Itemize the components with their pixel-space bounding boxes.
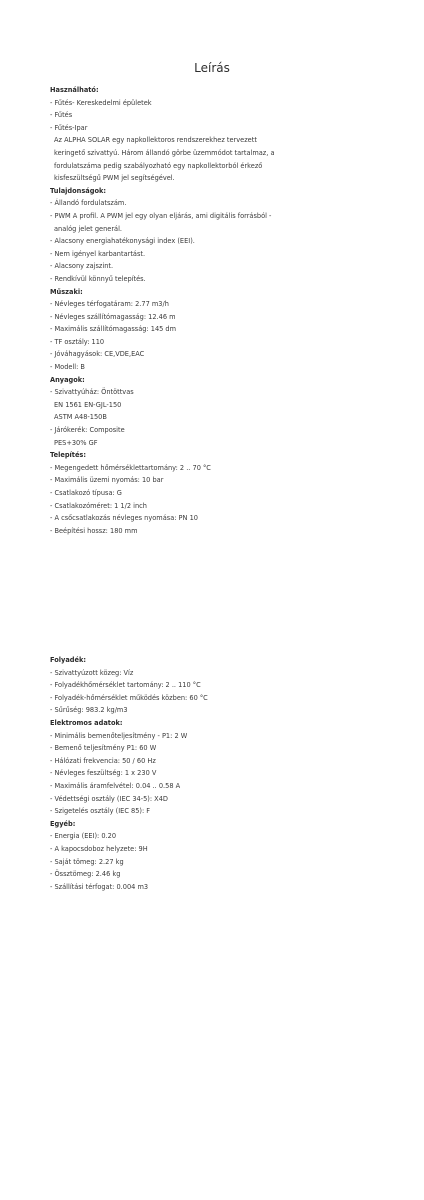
- spec-list-item: - Maximális szállítómagasság: 145 dm: [50, 325, 177, 334]
- spec-list-item: - Névleges térfogatáram: 2.77 m3/h: [50, 300, 169, 309]
- spec-list-item: - Sűrűség: 983.2 kg/m3: [50, 706, 128, 715]
- spec-list-item: - Névleges feszültség: 1 x 230 V: [50, 769, 157, 778]
- spec-list-item: - Állandó fordulatszám.: [50, 199, 127, 208]
- description-text: analóg jelet generál.: [54, 224, 123, 233]
- spec-list-item: - Alacsony zajszint.: [50, 262, 114, 271]
- spec-list-item: - Rendkívül könnyű telepítés.: [50, 274, 146, 283]
- section-heading: Telepítés:: [50, 451, 86, 460]
- spec-list-item: - Maximális üzemi nyomás: 10 bar: [50, 476, 164, 485]
- section-heading: Elektromos adatok:: [50, 718, 123, 727]
- section-heading: Tulajdonságok:: [50, 186, 107, 195]
- spec-list-item: - Folyadékhőmérséklet tartomány: 2 .. 110 °C: [50, 681, 201, 690]
- spec-list-item: - Saját tömeg: 2.27 kg: [50, 857, 124, 866]
- spec-list-item: - PWM A profil. A PWM jel egy olyan eljárás, ami digitális forrásból -: [50, 211, 272, 220]
- description-text: fordulatszáma pedig szabályozható egy napkollektorból érkező: [54, 161, 263, 170]
- description-block-general: [50, 84, 390, 537]
- spec-list-item: - Jóváhagyások: CE,VDE,EAC: [50, 350, 145, 359]
- spec-list-item: - Össztömeg: 2.46 kg: [50, 870, 121, 879]
- spec-list-item: - Szivattyúzott közeg: Víz: [50, 668, 134, 677]
- spec-list-item: - Maximális áramfelvétel: 0.04 .. 0.58 A: [50, 781, 181, 790]
- spec-list-item: - Szivattyúház: Öntöttvas: [50, 388, 134, 397]
- spec-list-item: - Fűtés-Ipar: [50, 123, 88, 132]
- spec-list-item: - Folyadék-hőmérséklet működés közben: 60 °C: [50, 693, 208, 702]
- spec-list-item: - Bemenő teljesítmény P1: 60 W: [50, 744, 157, 753]
- spec-list-item: - TF osztály: 110: [50, 337, 105, 346]
- spec-list-item: - Csatlakozó típusa: G: [50, 489, 122, 497]
- description-text: ASTM A48-150B: [54, 413, 107, 422]
- spec-list-item: - Szállítási térfogat: 0.004 m3: [50, 882, 149, 891]
- page-title: Leírás: [194, 61, 230, 75]
- section-heading: Műszaki:: [50, 287, 83, 296]
- spec-list-item: - Hálózati frekvencia: 50 / 60 Hz: [50, 756, 156, 765]
- section-heading: Használható:: [50, 86, 99, 94]
- description-text: PES+30% GF: [54, 438, 98, 447]
- description-text: kisfeszültségű PWM jel segítségével.: [54, 174, 175, 183]
- spec-list-item: - Nem igényel karbantartást.: [50, 249, 146, 258]
- description-block-technical: [50, 654, 390, 893]
- section-heading: Egyéb:: [50, 819, 76, 828]
- spec-list-item: - Minimális bemenőteljesítmény - P1: 2 W: [50, 731, 188, 740]
- spec-list-item: - Járókerék: Composite: [50, 426, 125, 435]
- description-text: Az ALPHA SOLAR egy napkollektoros rendszerekhez tervezett: [54, 136, 257, 145]
- spec-list-item: - Energia (EEI): 0.20: [50, 832, 117, 841]
- spec-list-item: - A kapocsdoboz helyzete: 9H: [50, 844, 148, 853]
- spec-list-item: - Megengedett hőmérséklettartomány: 2 .. 70 °C: [50, 463, 211, 472]
- spec-list-item: - Névleges szállítómagasság: 12.46 m: [50, 312, 176, 321]
- spec-list-item: - Alacsony energiahatékonysági index (EEI).: [50, 237, 195, 246]
- spec-list-item: - A csőcsatlakozás névleges nyomása: PN 10: [50, 514, 198, 523]
- description-text: keringető szivattyú. Három állandó görbe üzemmódot tartalmaz, a: [54, 148, 275, 157]
- spec-list-item: - Fűtés: [50, 111, 73, 120]
- spec-list-item: - Beépítési hossz: 180 mm: [50, 526, 138, 535]
- section-heading: Anyagok:: [50, 375, 85, 384]
- description-text: EN 1561 EN-GJL-150: [54, 400, 122, 409]
- spec-list-item: - Védettségi osztály (IEC 34-5): X4D: [50, 794, 168, 803]
- spec-list-item: - Csatlakozóméret: 1 1/2 inch: [50, 501, 147, 510]
- spec-list-item: - Fűtés- Kereskedelmi épületek: [50, 98, 152, 107]
- spec-list-item: - Modell: B: [50, 363, 85, 372]
- section-heading: Folyadék:: [50, 656, 86, 664]
- spec-list-item: - Szigetelés osztály (IEC 85): F: [50, 807, 151, 816]
